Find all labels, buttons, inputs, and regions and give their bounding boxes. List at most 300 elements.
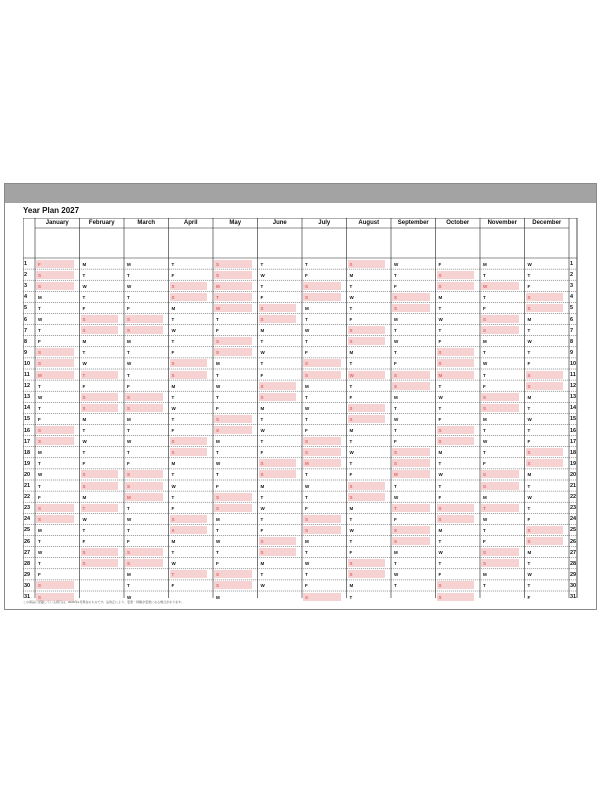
weekday-letter: W [305,328,310,334]
weekday-letter: S [394,372,398,378]
weekday-letter: M [216,361,220,367]
holiday-cell [36,271,74,279]
row-number-left: 18 [24,449,31,456]
weekday-letter: T [527,328,531,334]
weekday-letter: W [260,350,265,356]
weekday-letter: W [127,594,132,600]
weekday-letter: S [394,450,398,456]
weekday-letter: M [127,494,131,500]
weekday-letter: T [127,505,130,511]
weekday-letter: W [438,550,443,556]
weekday-letter: W [527,416,532,422]
holiday-cell [526,526,564,534]
weekday-letter: F [127,383,130,389]
holiday-cell [348,415,386,423]
weekday-letter: F [527,361,531,367]
holiday-cell [481,470,519,478]
weekday-letter: S [216,572,220,578]
footnote: この商品に記載している祝日は、2026年2月現在のものです。法改正により、変更・移動が変更になる場合があります。 [23,600,184,604]
weekday-letter: S [527,539,531,544]
weekday-letter: T [527,583,531,589]
weekday-letter: W [38,317,43,322]
weekday-letter: M [483,572,487,578]
holiday-cell [303,437,341,445]
weekday-letter: T [438,305,442,311]
holiday-cell [348,404,386,412]
row-number-left: 10 [24,360,31,367]
row-number-right: 16 [570,427,577,434]
weekday-letter: T [38,383,41,389]
weekday-letter: M [438,527,443,533]
weekday-letter: T [527,350,531,356]
month-header: August [358,220,380,226]
weekday-letter: W [349,372,354,378]
holiday-cell [348,326,386,334]
row-number-right: 15 [570,416,577,423]
weekday-letter: F [38,572,41,578]
weekday-letter: T [82,450,86,456]
weekday-letter: S [394,294,398,300]
row-number-left: 22 [24,494,31,501]
weekday-letter: S [216,416,220,422]
weekday-letter: S [127,472,131,478]
holiday-cell [481,482,519,490]
holiday-cell [170,371,208,379]
weekday-letter: T [483,505,486,511]
holiday-cell [481,504,519,512]
weekday-letter: T [82,350,86,356]
weekday-letter: T [260,339,264,345]
row-number-right: 9 [570,349,574,356]
weekday-letter: T [216,294,219,300]
weekday-letter: T [305,494,308,500]
weekday-letter: S [349,494,353,500]
weekday-letter: T [394,583,397,589]
weekday-letter: M [394,317,398,322]
weekday-letter: W [127,439,132,445]
weekday-letter: T [394,428,397,433]
weekday-letter: S [527,461,531,467]
weekday-letter: F [305,350,308,356]
holiday-cell [303,526,341,534]
weekday-letter: S [349,561,353,567]
weekday-letter: T [394,328,397,334]
weekday-letter: T [82,372,86,378]
weekday-letter: W [438,472,443,478]
holiday-cell [36,515,74,523]
weekday-letter: T [483,294,486,300]
holiday-cell [214,293,252,301]
weekday-letter: T [171,572,175,578]
weekday-letter: M [127,261,131,267]
holiday-cell [259,382,297,390]
holiday-cell [214,260,252,268]
holiday-cell [437,515,475,523]
row-number-right: 20 [570,471,577,478]
holiday-cell [125,326,163,334]
weekday-letter: S [305,372,309,378]
weekday-letter: T [527,405,531,411]
weekday-letter: M [483,339,487,345]
weekday-letter: S [438,516,442,522]
weekday-letter: T [438,483,442,489]
holiday-cell [303,282,341,290]
holiday-cell [348,260,386,268]
weekday-letter: T [305,317,308,322]
row-number-right: 18 [570,449,577,456]
weekday-letter: S [38,583,42,589]
weekday-letter: M [38,450,42,456]
holiday-cell [125,548,163,556]
row-number-right: 19 [570,460,577,467]
weekday-letter: T [438,461,442,467]
weekday-letter: F [438,339,442,345]
holiday-cell [437,348,475,356]
holiday-cell [437,593,475,601]
weekday-letter: F [171,428,175,433]
weekday-letter: T [305,572,308,578]
row-number-left: 20 [24,471,31,478]
weekday-letter: S [216,339,220,345]
weekday-letter: F [438,416,442,422]
weekday-letter: W [394,339,399,345]
row-number-right: 28 [570,560,577,567]
weekday-letter: T [216,450,219,456]
weekday-letter: S [305,439,309,445]
weekday-letter: W [216,305,221,311]
weekday-letter: M [127,572,131,578]
holiday-cell [526,448,564,456]
holiday-cell [303,448,341,456]
weekday-letter: M [483,261,487,267]
weekday-letter: F [82,305,86,311]
weekday-letter: S [394,527,398,533]
weekday-letter: S [127,550,131,556]
row-number-right: 5 [570,305,574,312]
weekday-letter: W [260,272,265,278]
weekday-letter: S [305,283,309,289]
weekday-letter: T [216,317,219,322]
weekday-letter: T [438,405,442,411]
weekday-letter: T [483,527,486,533]
weekday-letter: T [38,305,41,311]
weekday-letter: T [260,494,264,500]
weekday-letter: S [305,450,309,456]
weekday-letter: F [394,361,397,367]
weekday-letter: S [82,317,86,322]
weekday-letter: W [394,572,399,578]
holiday-cell [36,348,74,356]
weekday-letter: S [171,361,175,367]
page-title: Year Plan 2027 [23,206,80,215]
holiday-cell [526,382,564,390]
weekday-letter: S [483,561,487,567]
row-number-left: 14 [24,405,31,412]
holiday-cell [348,337,386,345]
weekday-letter: T [349,461,353,467]
holiday-cell [170,515,208,523]
holiday-cell [170,526,208,534]
holiday-cell [214,415,252,423]
holiday-cell [81,404,119,412]
weekday-letter: S [38,272,42,278]
holiday-cell [259,537,297,545]
weekday-letter: W [527,494,532,500]
weekday-letter: S [216,505,220,511]
weekday-letter: M [38,294,42,300]
row-number-left: 3 [24,283,28,290]
weekday-letter: F [38,494,41,500]
weekday-letter: S [260,539,264,544]
weekday-letter: F [38,339,41,345]
weekday-letter: T [260,416,264,422]
weekday-letter: S [483,328,487,334]
weekday-letter: W [349,527,354,533]
row-number-left: 15 [24,416,31,423]
weekday-letter: M [349,428,354,433]
weekday-letter: T [38,461,41,467]
row-number-left: 21 [24,483,31,489]
weekday-letter: T [305,339,308,345]
holiday-cell [259,548,297,556]
weekday-letter: F [38,416,41,422]
weekday-letter: S [38,516,42,522]
holiday-cell [259,304,297,312]
row-number-right: 26 [570,538,577,545]
row-number-left: 17 [24,438,31,445]
weekday-letter: W [527,261,532,267]
month-header: March [137,220,156,226]
weekday-letter: S [38,283,42,289]
weekday-letter: T [438,561,442,567]
weekday-letter: S [349,572,353,578]
weekday-letter: F [82,539,86,544]
weekday-letter: T [349,383,353,389]
holiday-cell [259,470,297,478]
holiday-cell [526,304,564,312]
weekday-letter: F [171,583,175,589]
weekday-letter: W [216,461,221,467]
weekday-letter: T [483,272,486,278]
weekday-letter: M [82,261,87,267]
weekday-letter: M [305,383,309,389]
weekday-letter: S [127,317,131,322]
month-header: June [272,220,287,226]
weekday-letter: T [260,361,264,367]
holiday-cell [481,548,519,556]
weekday-letter: T [171,339,175,345]
holiday-cell [81,482,119,490]
weekday-letter: W [349,450,354,456]
weekday-letter: M [394,550,398,556]
weekday-letter: S [394,305,398,311]
weekday-letter: S [527,305,531,311]
weekday-letter: T [260,283,264,289]
month-header: February [88,220,115,226]
weekday-letter: T [82,294,86,300]
weekday-letter: M [483,494,487,500]
weekday-letter: S [349,339,353,345]
holiday-cell [214,348,252,356]
month-header: May [229,220,242,226]
holiday-cell [437,282,475,290]
weekday-letter: W [438,317,443,322]
weekday-letter: T [82,527,86,533]
weekday-letter: M [394,394,398,400]
weekday-letter: S [38,350,42,356]
holiday-cell [481,559,519,567]
weekday-letter: S [260,305,264,311]
holiday-cell [81,504,119,512]
weekday-letter: W [38,472,43,478]
weekday-letter: T [171,472,175,478]
weekday-letter: T [82,272,86,278]
weekday-letter: T [127,428,130,433]
weekday-letter: W [305,483,310,489]
row-number-right: 2 [570,272,574,279]
weekday-letter: S [527,527,531,533]
weekday-letter: M [216,516,220,522]
weekday-letter: W [305,561,310,567]
weekday-letter: T [260,261,264,267]
weekday-letter: W [527,572,532,578]
weekday-letter: W [438,394,443,400]
holiday-cell [303,515,341,523]
weekday-letter: F [527,283,531,289]
weekday-letter: F [216,483,219,489]
holiday-cell [125,315,163,323]
weekday-letter: S [216,583,220,589]
holiday-cell [81,548,119,556]
weekday-letter: T [438,383,442,389]
weekday-letter: W [394,261,399,267]
holiday-cell [437,437,475,445]
holiday-cell [36,437,74,445]
row-number-left: 19 [24,460,31,467]
weekday-letter: S [38,505,42,511]
weekday-letter: S [260,472,264,478]
weekday-letter: S [483,472,487,478]
weekday-letter: T [127,372,130,378]
holiday-cell [437,504,475,512]
weekday-letter: S [527,450,531,456]
row-number-left: 11 [24,372,30,378]
holiday-cell [481,393,519,401]
weekday-letter: S [82,394,86,400]
holiday-cell [214,271,252,279]
weekday-letter: T [127,450,130,456]
row-number-right: 7 [570,327,574,334]
holiday-cell [526,537,564,545]
weekday-letter: M [82,416,87,422]
weekday-letter: T [38,483,41,489]
weekday-letter: T [127,350,130,356]
weekday-letter: F [527,516,531,522]
weekday-letter: S [82,472,86,478]
weekday-letter: T [527,483,531,489]
holiday-cell [303,593,341,601]
weekday-letter: T [216,527,219,533]
weekday-letter: S [305,294,309,300]
weekday-letter: S [216,350,220,356]
holiday-cell [437,426,475,434]
header-bar [5,184,596,203]
row-number-left: 29 [24,571,31,578]
weekday-letter: M [127,339,131,345]
weekday-letter: T [171,317,175,322]
row-number-right: 10 [570,360,577,367]
weekday-letter: F [216,561,219,567]
weekday-letter: S [438,439,442,445]
weekday-letter: T [394,483,397,489]
weekday-letter: S [483,483,487,489]
weekday-letter: S [216,272,220,278]
row-number-right: 31 [570,594,577,600]
holiday-cell [526,293,564,301]
weekday-letter: F [483,539,486,544]
weekday-letter: W [82,516,87,522]
holiday-cell [214,504,252,512]
weekday-letter: W [216,539,221,544]
holiday-cell [81,559,119,567]
weekday-letter: W [260,505,265,511]
weekday-letter: S [394,539,398,544]
holiday-cell [348,559,386,567]
weekday-letter: W [82,439,87,445]
weekday-letter: T [527,272,531,278]
weekday-letter: S [438,505,442,511]
weekday-letter: F [349,317,353,322]
holiday-cell [125,393,163,401]
holiday-cell [125,470,163,478]
weekday-letter: M [483,416,487,422]
weekday-letter: M [438,294,443,300]
weekday-letter: M [216,439,220,445]
row-number-right: 4 [570,294,574,301]
holiday-cell [214,426,252,434]
weekday-letter: S [82,328,86,334]
weekday-letter: M [216,594,220,600]
weekday-letter: F [216,405,219,411]
weekday-letter: T [527,505,531,511]
weekday-letter: F [394,439,397,445]
month-header: December [532,220,562,226]
weekday-letter: F [305,272,308,278]
row-number-left: 26 [24,538,31,545]
weekday-letter: M [171,383,176,389]
weekday-letter: T [216,550,219,556]
weekday-letter: T [127,583,130,589]
weekday-letter: T [394,561,397,567]
weekday-letter: W [171,328,176,334]
month-header: October [446,220,470,226]
weekday-letter: S [438,350,442,356]
row-number-right: 3 [570,283,574,290]
weekday-letter: S [171,450,175,456]
weekday-letter: F [527,439,531,445]
weekday-letter: W [260,428,265,433]
calendar-sheet [4,183,597,610]
holiday-cell [392,537,430,545]
weekday-letter: T [394,350,397,356]
month-header: September [397,220,429,226]
weekday-letter: M [305,305,309,311]
weekday-letter: T [305,472,308,478]
weekday-letter: M [527,550,532,556]
weekday-letter: W [171,561,176,567]
weekday-letter: T [38,405,41,411]
weekday-letter: F [394,283,397,289]
